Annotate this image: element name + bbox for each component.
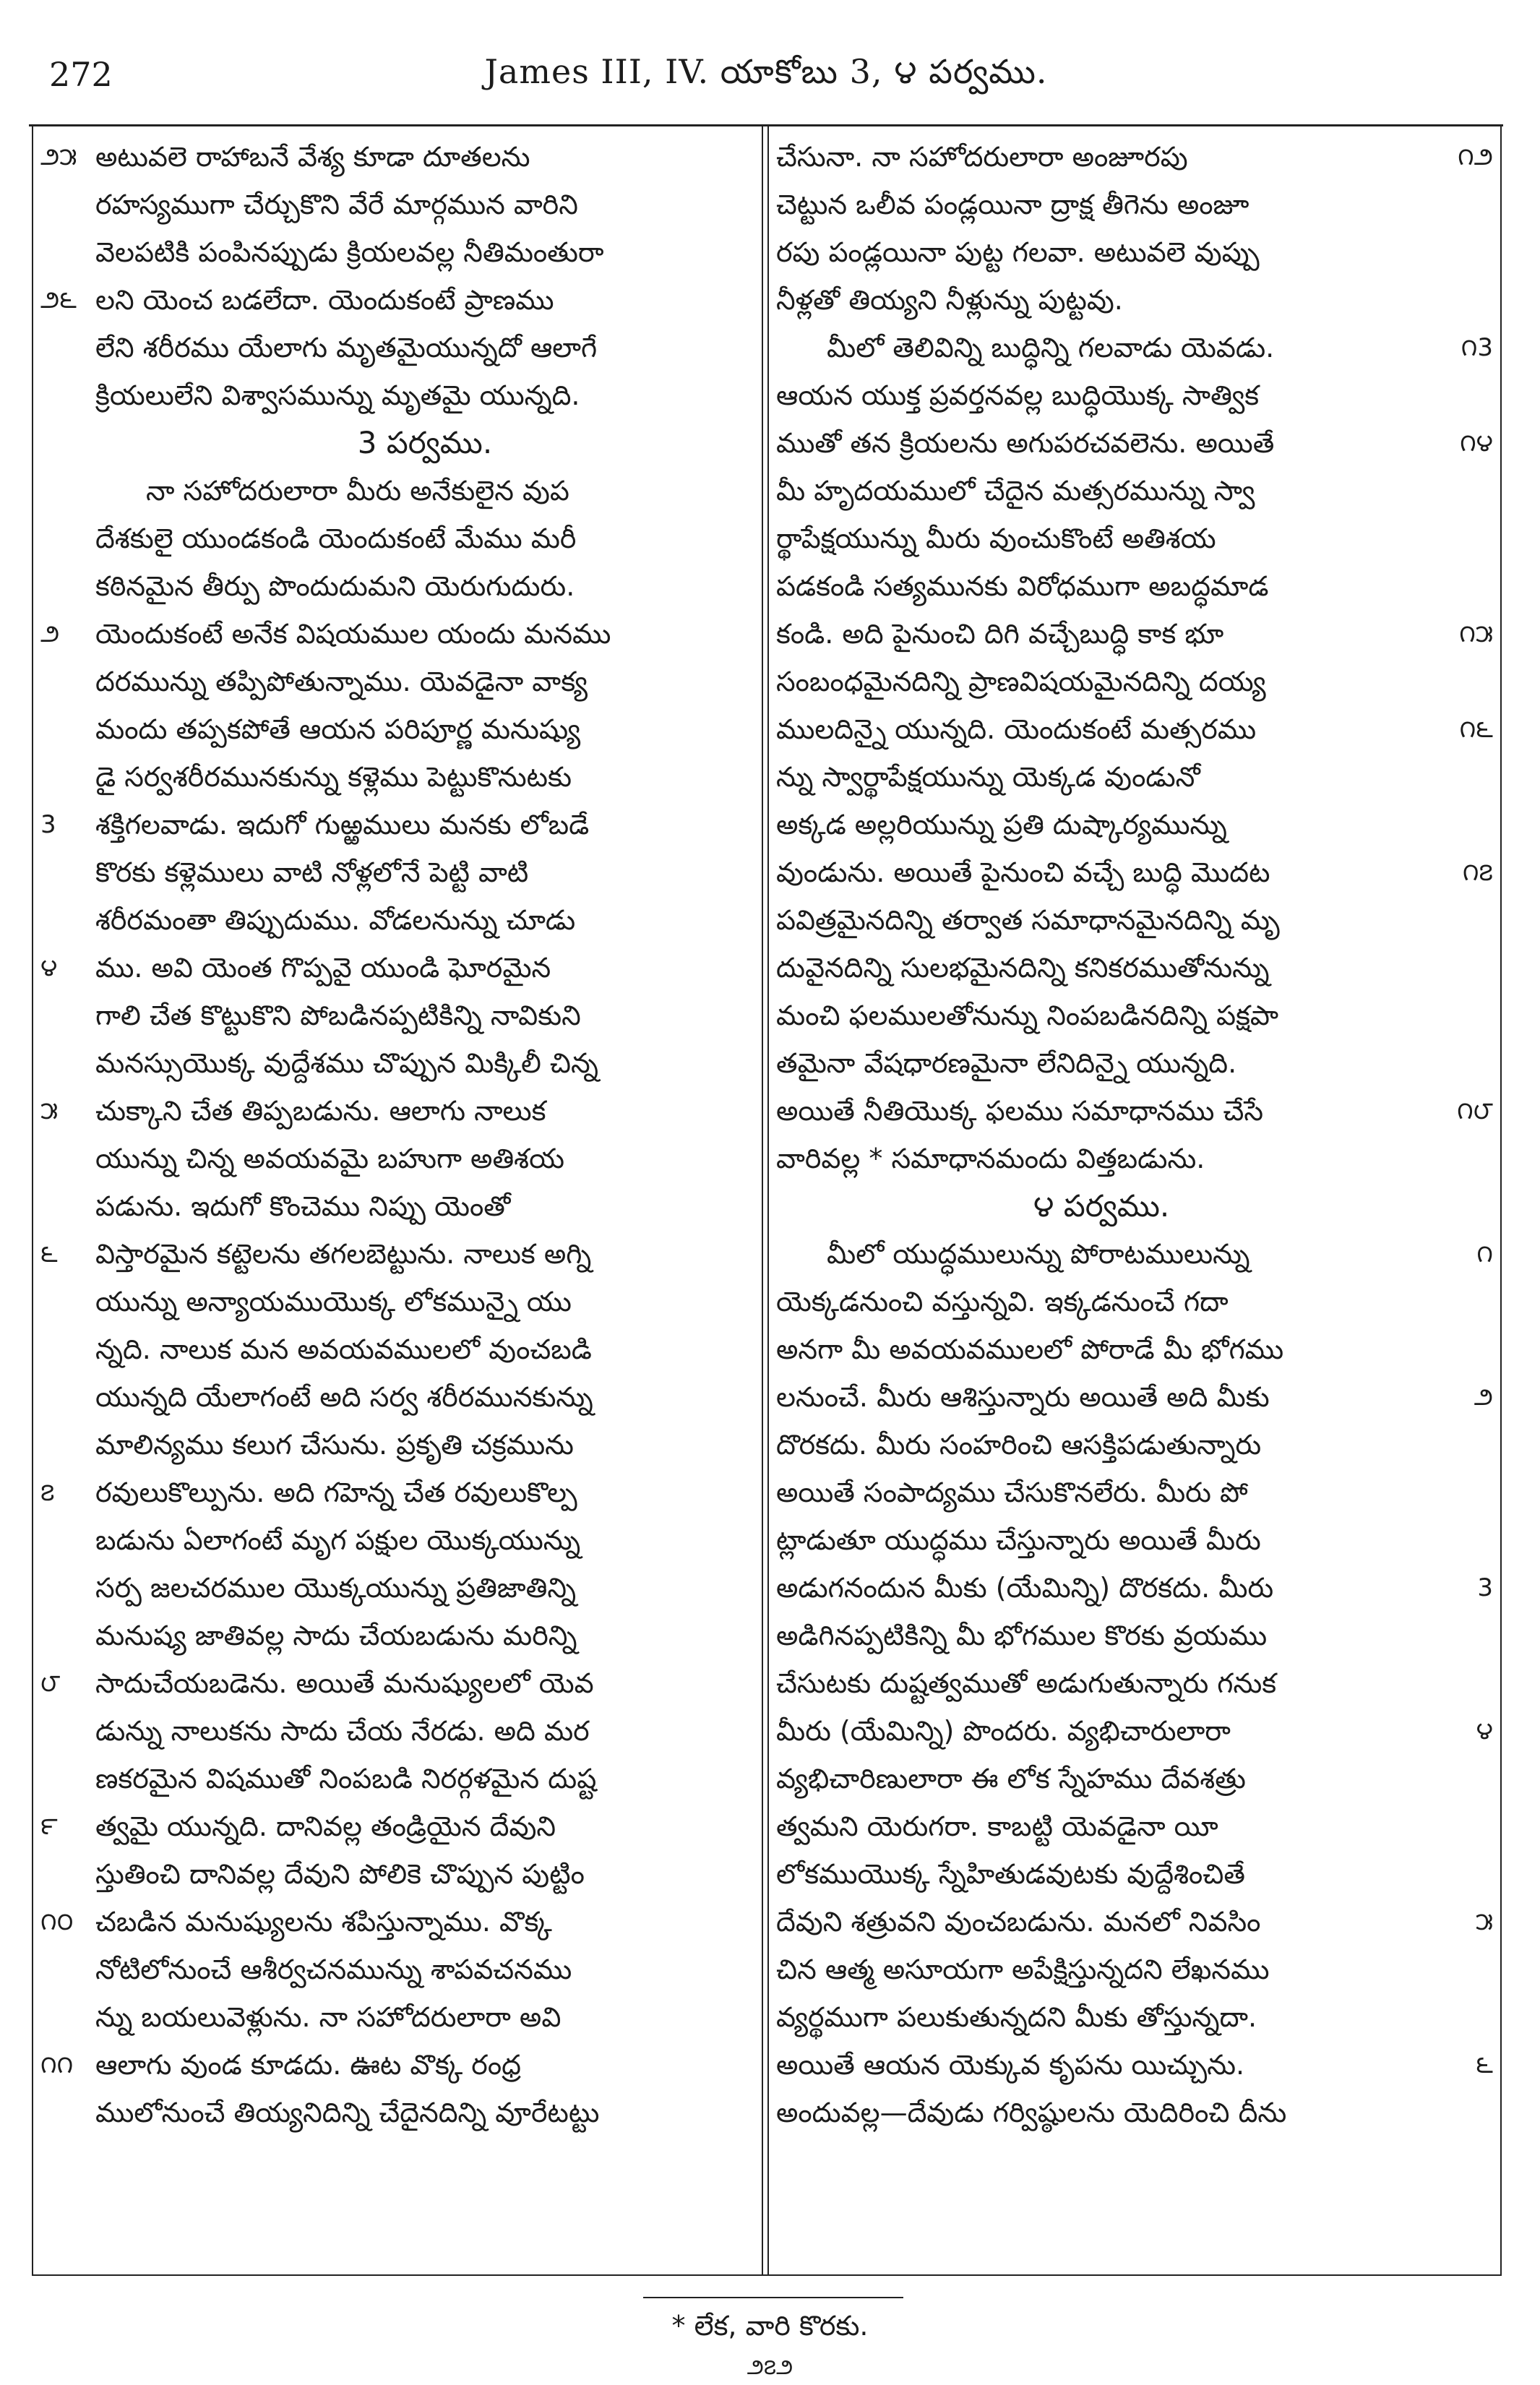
verse-number: 3 <box>40 810 56 839</box>
text-line <box>40 562 754 610</box>
text-line <box>776 1707 1493 1755</box>
line-text: లోకముయొక్క స్నేహితుడవుటకు వుద్దేశించితే <box>776 1858 1245 1890</box>
line-text: యున్నది యేలాగంటే అది సర్వ శరీరమునకున్ను <box>95 1381 593 1413</box>
line-text: యున్ను అన్యాయముయొక్క లోకమున్నై యు <box>95 1286 572 1318</box>
line-text: మీ హృదయములో చేదైన మత్సరమున్ను స్వా <box>776 475 1255 507</box>
text-line <box>776 1802 1493 1850</box>
text-line <box>776 515 1493 562</box>
text-line <box>776 658 1493 705</box>
verse-number: ౨౫ <box>40 142 77 171</box>
text-line <box>776 371 1493 419</box>
line-text: సంబంధమైనదిన్ని ప్రాణవిషయమైనదిన్ని దయ్య <box>776 666 1266 697</box>
line-text: కండి. అది పైనుంచి దిగి వచ్చేబుద్ధి కాక భూ <box>776 618 1224 650</box>
line-text: డున్ను నాలుకను సాదు చేయ నేరడు. అది మర <box>95 1715 590 1747</box>
line-text: చేసుటకు దుష్టత్వముతో అడుగుతున్నారు గనుక <box>776 1667 1277 1699</box>
text-line <box>40 896 754 944</box>
text-line <box>776 2041 1493 2089</box>
text-line <box>40 1469 754 1516</box>
line-text: చేసునా. నా సహోదరులారా అంజూరపు <box>776 141 1188 173</box>
verse-number: ౯ <box>40 1812 58 1841</box>
text-line <box>40 705 754 753</box>
line-text: సర్ప జలచరముల యొక్కయున్ను ప్రతిజాతిన్ని <box>95 1572 576 1604</box>
text-line <box>776 705 1493 753</box>
text-line <box>776 1373 1493 1421</box>
text-line <box>776 1850 1493 1898</box>
line-text: దేశకులై యుండకండి యెందుకంటే మేము మరీ <box>95 523 577 554</box>
verse-number: ౪ <box>1476 1716 1493 1745</box>
text-line <box>40 1373 754 1421</box>
text-line <box>776 1898 1493 1946</box>
text-line <box>776 1039 1493 1087</box>
line-text: లని యెంచ బడలేదా. యెందుకంటే ప్రాణము <box>95 284 554 316</box>
chapter-heading <box>776 1182 1493 1230</box>
line-text: న్ను బయలువెళ్లును. నా సహోదరులారా అవి <box>95 2001 562 2033</box>
line-text: చిన ఆత్మ అసూయగా అపేక్షిస్తున్నదని లేఖనము <box>776 1954 1270 1985</box>
text-line <box>776 1135 1493 1182</box>
text-line <box>776 944 1493 992</box>
text-line <box>776 1946 1493 1993</box>
line-text: బడును ఏలాగంటే మృగ పక్షుల యొక్కయున్ను <box>95 1524 581 1556</box>
text-line <box>776 181 1493 228</box>
verse-number: ౧౪ <box>1460 429 1493 457</box>
text-line <box>40 1993 754 2041</box>
verse-number: ౨౬ <box>40 285 77 314</box>
line-text: లనుంచే. మీరు ఆశిస్తున్నారు అయితే అది మీకు <box>776 1381 1270 1413</box>
line-text: విస్తారమైన కట్టెలను తగలబెట్టును. నాలుక అగ్ని <box>95 1238 592 1270</box>
bottom-rule <box>32 2274 1502 2276</box>
line-text: అయితే ఆయన యెక్కువ కృపను యిచ్చును. <box>776 2049 1245 2081</box>
text-line <box>40 1516 754 1564</box>
line-text: మనస్సుయొక్క వుద్దేశము చొప్పున మిక్కిలీ చిన్న <box>95 1047 598 1079</box>
text-line <box>40 1755 754 1802</box>
line-text: చుక్కాని చేత తిప్పబడును. ఆలాగు నాలుక <box>95 1095 546 1127</box>
line-text: న్నది. నాలుక మన అవయవములలో వుంచబడి <box>95 1333 592 1365</box>
line-text: యెక్కడనుంచి వస్తున్నవి. ఇక్కడనుంచే గదా <box>776 1286 1229 1318</box>
line-text: ణకరమైన విషముతో నింపబడి నిరర్గళమైన దుష్ట <box>95 1763 597 1795</box>
text-line <box>40 1182 754 1230</box>
frame-left-rule <box>32 124 33 2274</box>
verse-number: ౧౬ <box>1459 715 1493 744</box>
header-rule <box>29 124 1503 126</box>
verse-number: ౧౧ <box>40 2050 74 2079</box>
verse-number: ౧౫ <box>1459 619 1493 648</box>
text-line <box>776 1230 1493 1278</box>
footnote: * లేక, వారి కొరకు. <box>671 2310 869 2342</box>
text-line <box>40 658 754 705</box>
text-line <box>40 1707 754 1755</box>
text-line <box>776 419 1493 467</box>
line-text: గాలి చేత కొట్టుకొని పోబడినప్పటికిన్ని నావికుని <box>95 1000 581 1031</box>
text-line <box>40 1659 754 1707</box>
verse-number: ౬ <box>1476 2050 1493 2079</box>
line-text: 3 పర్వము. <box>357 425 493 460</box>
line-text: దువైనదిన్ని సులభమైనదిన్ని కనికరముతోనున్ను <box>776 952 1270 984</box>
verse-number: ౧౨ <box>1458 142 1493 171</box>
text-line <box>776 753 1493 801</box>
line-text: మంచి ఫలములతోనున్ను నింపబడినదిన్ని పక్షపా <box>776 1000 1279 1031</box>
text-line <box>40 944 754 992</box>
line-text: న్ను స్వార్థాపేక్షయున్ను యెక్కడ వుండునో <box>776 761 1200 793</box>
text-line <box>776 992 1493 1039</box>
line-text: అయితే నీతియొక్క ఫలము సమాధానము చేసే <box>776 1095 1264 1127</box>
text-line <box>40 133 754 181</box>
line-text: వ్యభిచారిణులారా ఈ లోక స్నేహము దేవశత్రు <box>776 1763 1246 1795</box>
text-line <box>776 1325 1493 1373</box>
line-text: ౪ పర్వము. <box>1033 1188 1170 1224</box>
line-text: దొరకదు. మీరు సంహరించి ఆసక్తిపడుతున్నారు <box>776 1429 1262 1461</box>
text-line <box>40 276 754 324</box>
text-line <box>40 1278 754 1325</box>
line-text: వ్యర్థముగా పలుకుతున్నదని మీకు తోస్తున్నదా. <box>776 2001 1257 2033</box>
line-text: ము. అవి యెంత గొప్పవై యుండి ఘోరమైన <box>95 952 551 984</box>
text-line <box>40 1564 754 1612</box>
line-text: అనగా మీ అవయవములలో పోరాడే మీ భోగము <box>776 1333 1284 1365</box>
text-line <box>40 1946 754 1993</box>
page-header <box>29 42 1503 121</box>
page-number: 272 <box>49 55 113 94</box>
line-text: పడును. ఇదుగో కొంచెము నిప్పు యెంతో <box>95 1190 511 1222</box>
line-text: నా సహోదరులారా మీరు అనేకులైన వుప <box>146 475 569 507</box>
line-text: అటువలె రాహాబనే వేశ్య కూడా దూతలను <box>95 141 530 173</box>
running-head: James III, IV. యాకోబు 3, ౪ పర్వము. <box>484 52 1048 91</box>
right-column <box>776 133 1493 2265</box>
line-text: మీలో యుద్ధములున్ను పోరాటములున్ను <box>827 1238 1250 1270</box>
text-line <box>40 2041 754 2089</box>
text-line <box>40 1325 754 1373</box>
text-line <box>776 1659 1493 1707</box>
line-text: ఆలాగు వుండ కూడదు. ఊట వొక్క రంధ్ర <box>95 2049 521 2081</box>
text-line <box>776 1612 1493 1659</box>
text-line <box>40 181 754 228</box>
verse-number: ౧౦ <box>40 1907 74 1936</box>
line-text: శక్తిగలవాడు. ఇదుగో గుఱ్ఱములు మనకు లోబడే <box>95 809 590 841</box>
line-text: మీలో తెలివిన్ని బుద్ధిన్ని గలవాడు యెవడు. <box>827 332 1275 364</box>
verse-number: ౮ <box>40 1669 61 1698</box>
text-line <box>40 1612 754 1659</box>
line-text: ములదిన్నై యున్నది. యెందుకంటే మత్సరము <box>776 713 1257 745</box>
text-line <box>40 1898 754 1946</box>
column-divider <box>767 124 769 2274</box>
text-line <box>40 2089 754 2136</box>
line-text: నీళ్లతో తియ్యని నీళ్లున్ను పుట్టవు. <box>776 284 1123 316</box>
footnote-rule <box>643 2297 903 2298</box>
text-line <box>40 1802 754 1850</box>
text-line <box>40 324 754 371</box>
chapter-heading <box>40 419 754 467</box>
left-column <box>40 133 754 2265</box>
text-line <box>40 1087 754 1135</box>
verse-number: ౧3 <box>1461 333 1493 362</box>
verse-number: ౧౭ <box>1462 858 1493 887</box>
text-line <box>776 1516 1493 1564</box>
line-text: క్రియలులేని విశ్వాసమున్ను మృతమై యున్నది. <box>95 379 580 411</box>
line-text: వారివల్ల * సమాధానమందు విత్తబడును. <box>776 1143 1205 1174</box>
text-line <box>40 1039 754 1087</box>
verse-number: 3 <box>1477 1573 1493 1602</box>
line-text: యున్ను చిన్న అవయవమై బహుగా అతిశయ <box>95 1143 564 1174</box>
line-text: వెలపటికి పంపినప్పుడు క్రియలవల్ల నీతిమంతురా <box>95 236 604 268</box>
text-line <box>40 610 754 658</box>
line-text: శరీరమంతా తిప్పుదుము. వోడలనున్ను చూడు <box>95 904 576 936</box>
text-line <box>776 133 1493 181</box>
line-text: అడుగనందున మీకు (యేమిన్ని) దొరకదు. మీరు <box>776 1572 1274 1604</box>
text-line <box>40 1230 754 1278</box>
text-line <box>776 1278 1493 1325</box>
verse-number: ౧ <box>1476 1239 1493 1268</box>
text-line <box>40 467 754 515</box>
text-line <box>776 1087 1493 1135</box>
signature-mark: ౨౭౨ <box>747 2355 793 2380</box>
text-line <box>776 1421 1493 1469</box>
text-line <box>40 515 754 562</box>
text-line <box>776 848 1493 896</box>
line-text: మనుష్య జాతివల్ల సాదు చేయబడును మరిన్ని <box>95 1620 577 1651</box>
line-text: రవులుకొల్పును. అది గహెన్న చేత రవులుకొల్ప <box>95 1477 577 1508</box>
line-text: అడిగినప్పటికిన్ని మీ భోగముల కొరకు వ్రయము <box>776 1620 1268 1651</box>
verse-number: ౨ <box>1474 1383 1493 1411</box>
text-line <box>776 801 1493 848</box>
line-text: దేవుని శత్రువని వుంచబడును. మనలో నివసిం <box>776 1906 1261 1938</box>
text-line <box>776 1469 1493 1516</box>
text-line <box>776 1564 1493 1612</box>
frame-right-rule <box>1500 124 1502 2274</box>
text-line <box>776 324 1493 371</box>
verse-number: ౫ <box>1475 1907 1493 1936</box>
line-text: ర్థాపేక్షయున్ను మీరు వుంచుకొంటే అతిశయ <box>776 523 1216 554</box>
line-text: దరమున్ను తప్పిపోతున్నాము. యెవడైనా వాక్య <box>95 666 588 697</box>
text-line <box>40 801 754 848</box>
text-line <box>776 896 1493 944</box>
line-text: మాలిన్యము కలుగ చేసును. ప్రకృతి చక్రమును <box>95 1429 574 1461</box>
line-text: అయితే సంపాద్యము చేసుకొనలేరు. మీరు పో <box>776 1477 1248 1508</box>
line-text: చబడిన మనుష్యులను శపిస్తున్నాము. వొక్క <box>95 1906 552 1938</box>
text-line <box>776 2089 1493 2136</box>
verse-number: ౫ <box>40 1096 59 1125</box>
line-text: మందు తప్పకపోతే ఆయన పరిపూర్ణ మనుష్యు <box>95 713 581 745</box>
line-text: పడకండి సత్యమునకు విరోధముగా అబద్ధమాడ <box>776 570 1269 602</box>
line-text: వుండును. అయితే పైనుంచి వచ్చే బుద్ధి మొదట <box>776 856 1270 888</box>
text-line <box>40 1850 754 1898</box>
line-text: స్తుతించి దానివల్ల దేవుని పోలికె చొప్పున పుట్టిం <box>95 1858 585 1890</box>
line-text: సాదుచేయబడెను. అయితే మనుష్యులలో యెవ <box>95 1667 594 1699</box>
text-line <box>776 1993 1493 2041</box>
line-text: పవిత్రమైనదిన్ని తర్వాత సమాధానమైనదిన్ని మృ <box>776 904 1280 936</box>
text-line <box>40 1135 754 1182</box>
text-line <box>776 467 1493 515</box>
line-text: కఠినమైన తీర్పు పొందుదుమని యెరుగుదురు. <box>95 570 575 602</box>
line-text: మీరు (యేమిన్ని) పొందరు. వ్యభిచారులారా <box>776 1715 1231 1747</box>
text-line <box>40 1421 754 1469</box>
line-text: ములోనుంచే తియ్యనిదిన్ని చేదైనదిన్ని వూరేటట్టు <box>95 2097 600 2128</box>
text-line <box>776 562 1493 610</box>
text-line <box>40 228 754 276</box>
verse-number: ౧౮ <box>1457 1096 1493 1125</box>
line-text: తమైనా వేషధారణమైనా లేనిదిన్నై యున్నది. <box>776 1047 1237 1079</box>
line-text: చెట్టున ఒలీవ పండ్లయినా ద్రాక్ష తీగెను అంజూ <box>776 189 1249 220</box>
verse-number: ౭ <box>40 1478 55 1507</box>
verse-number: ౪ <box>40 953 58 982</box>
text-line <box>776 228 1493 276</box>
line-text: ట్లాడుతూ యుద్ధము చేస్తున్నారు అయితే మీరు <box>776 1524 1261 1556</box>
verse-number: ౨ <box>40 619 60 648</box>
text-line <box>776 610 1493 658</box>
line-text: రపు పండ్లయినా పుట్ట గలవా. అటువలె వుప్పు <box>776 236 1260 268</box>
line-text: యెందుకంటే అనేక విషయముల యందు మనము <box>95 618 611 650</box>
column-divider <box>762 124 763 2274</box>
line-text: అక్కడ అల్లరియున్ను ప్రతి దుష్కార్యమున్ను <box>776 809 1227 841</box>
line-text: త్వమై యున్నది. దానివల్ల తండ్రియైన దేవుని <box>95 1810 556 1842</box>
line-text: ముతో తన క్రియలను అగుపరచవలెను. అయితే <box>776 427 1275 459</box>
text-line <box>776 1755 1493 1802</box>
line-text: ఆయన యుక్త ప్రవర్తనవల్ల బుద్ధియొక్క సాత్విక <box>776 379 1260 411</box>
text-line <box>40 753 754 801</box>
line-text: డై సర్వశరీరమునకున్ను కళ్లెము పెట్టుకొనుటకు <box>95 761 572 793</box>
line-text: నోటిలోనుంచే ఆశీర్వచనమున్ను శాపవచనము <box>95 1954 572 1985</box>
verse-number: ౬ <box>40 1239 58 1268</box>
text-line <box>40 848 754 896</box>
line-text: త్వమని యెరుగరా. కాబట్టి యెవడైనా యీ <box>776 1810 1218 1842</box>
line-text: లేని శరీరము యేలాగు మృతమైయున్నదో ఆలాగే <box>95 332 598 364</box>
text-line <box>776 276 1493 324</box>
line-text: కొరకు కళ్లెములు వాటి నోళ్లలోనే పెట్టి వాటి <box>95 856 529 888</box>
line-text: అందువల్ల—దేవుడు గర్విష్ఠులను యెదిరించి దీను <box>776 2097 1287 2128</box>
text-line <box>40 371 754 419</box>
line-text: రహస్యముగా చేర్చుకొని వేరే మార్గమున వారిని <box>95 189 578 220</box>
text-line <box>40 992 754 1039</box>
